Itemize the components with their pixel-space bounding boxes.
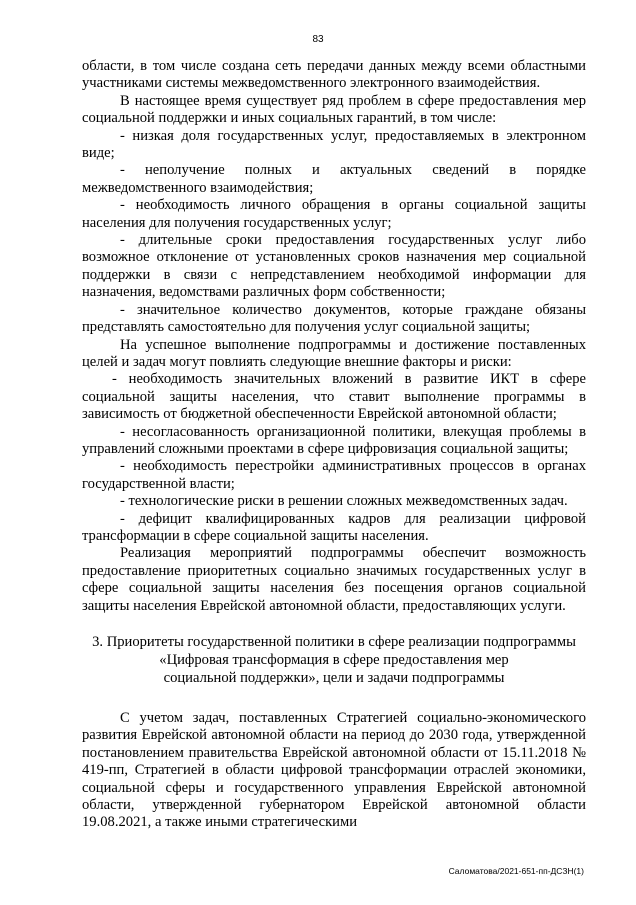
paragraph: Реализация мероприятий подпрограммы обеспечит возможность предоставление приоритетных социально значимых государственных услуг в сфере социальной защиты населения без посещения органов социальной защиты населения Еврейской автономной области, предоставляющих услуги.: [82, 545, 586, 614]
list-item: - несогласованность организационной политики, влекущая проблемы в управлений сложными проектами в сфере цифровизация социальной защиты;: [82, 423, 586, 457]
paragraph: На успешное выполнение подпрограммы и достижение поставленных целей и задач могут повлиять следующие внешние факторы и риски:: [82, 336, 586, 370]
list-item: - низкая доля государственных услуг, предоставляемых в электронном виде;: [82, 127, 586, 162]
list-item: - необходимость значительных вложений в развитие ИКТ в сфере социальной защиты населения, что ставит выполнение программы в зависимость от бюджетной обеспеченности Еврейской автономной области;: [82, 371, 586, 423]
paragraph: В настоящее время существует ряд проблем в сфере предоставления мер социальной поддержки и иных социальных гарантий, в том числе:: [82, 92, 586, 127]
list-item: - значительное количество документов, которые граждане обязаны представлять самостоятельно для получения услуг социальной защиты;: [82, 301, 586, 336]
section-heading-line: социальной поддержки», цели и задачи подпрограммы: [163, 670, 505, 686]
section-heading-line: «Цифровая трансформация в сфере предоставления мер: [159, 652, 509, 668]
list-item: - технологические риски в решении сложных межведомственных задач.: [120, 493, 568, 510]
list-item: - дефицит квалифицированных кадров для реализации цифровой трансформации в сфере социальной защиты населения.: [82, 510, 586, 544]
paragraph: С учетом задач, поставленных Стратегией социально-экономического развития Еврейской автономной области на период до 2030 года, утвержденной постановлением правительства Еврейской автономной области от 15.11.2018 № 419-пп, Стратегией в области цифровой трансформации отраслей экономики, социальной сферы и государственного управления Еврейской автономной области, утвержденной губернатором Еврейской автономной области 19.08.2021, а также иными стратегическими: [82, 710, 586, 831]
list-item: - необходимость перестройки административных процессов в органах государственной власти;: [82, 458, 586, 492]
footer-document-id: Саломатова/2021-651-пп-ДСЗН(1): [448, 866, 584, 876]
section-heading-line: 3. Приоритеты государственной политики в сфере реализации подпрограммы: [92, 634, 576, 650]
document-body: [82, 58, 586, 615]
page-number: 83: [312, 34, 324, 45]
list-item: - необходимость личного обращения в органы социальной защиты населения для получения государственных услуг;: [82, 197, 586, 231]
list-item: - неполучение полных и актуальных сведений в порядке межведомственного взаимодействия;: [82, 162, 586, 196]
list-item: - длительные сроки предоставления государственных услуг либо возможное отклонение от установленных сроков назначения мер социальной поддержки в связи с непредставлением необходимой информации для назначения, ведомствами различных форм собственности;: [82, 232, 586, 301]
paragraph: области, в том числе создана сеть передачи данных между всеми областными участниками системы межведомственного электронного взаимодействия.: [82, 58, 586, 92]
section-heading: [82, 633, 586, 687]
document-body-continued: [82, 710, 586, 832]
